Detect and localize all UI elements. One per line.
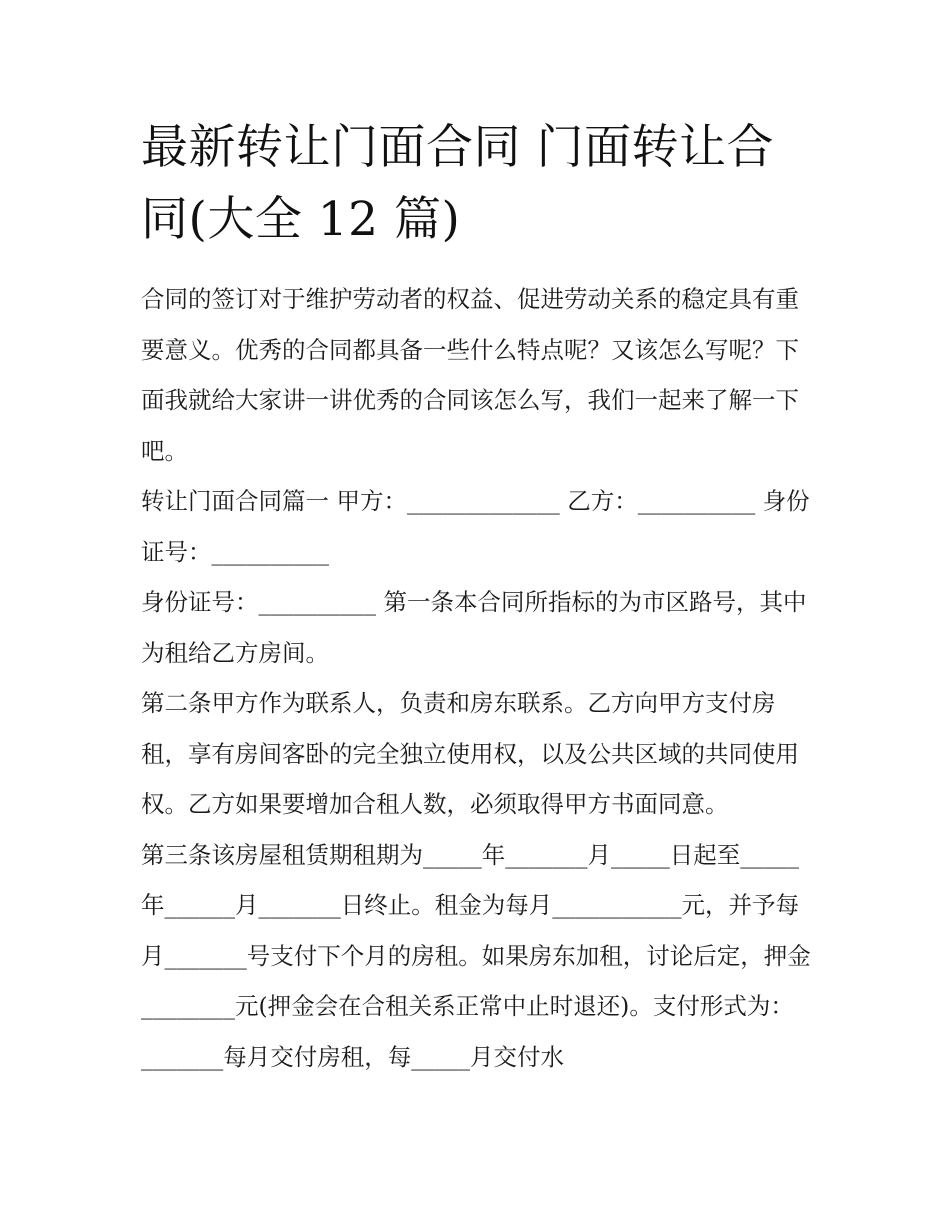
- clause-two-paragraph: 第二条甲方作为联系人，负责和房东联系。乙方向甲方支付房租，享有房间客卧的完全独立使用权，以及公共区域的共同使用权。乙方如果要增加合租人数，必须取得甲方书面同意。: [141, 689, 799, 818]
- intro-paragraph: 合同的签订对于维护劳动者的权益、促进劳动关系的稳定具有重要意义。优秀的合同都具备一些什么特点呢？又该怎么写呢？下面我就给大家讲一讲优秀的合同该怎么写，我们一起来了解一下吧。: [141, 285, 799, 465]
- clause-three-paragraph: 第三条该房屋租赁期租期为_____年_______月_____日起至_____年______月_______日终止。租金为每月___________元，并予每月_______号支付下个月的房租。如果房东加租，讨论后定，押金________元(押金会在合租关系正常中止时退还)。支付形式为：_______每月交付房租，每_____月交付水: [141, 840, 811, 1071]
- document-body: [141, 112, 816, 1082]
- document-title: 最新转让门面合同 门面转让合同(大全 12 篇): [141, 120, 774, 247]
- clause-one-paragraph: 身份证号：__________ 第一条本合同所指标的为市区路号，其中为租给乙方房间。: [141, 588, 807, 667]
- parties-paragraph: 转让门面合同篇一 甲方：_____________ 乙方：__________ 身份证号：__________: [141, 487, 810, 566]
